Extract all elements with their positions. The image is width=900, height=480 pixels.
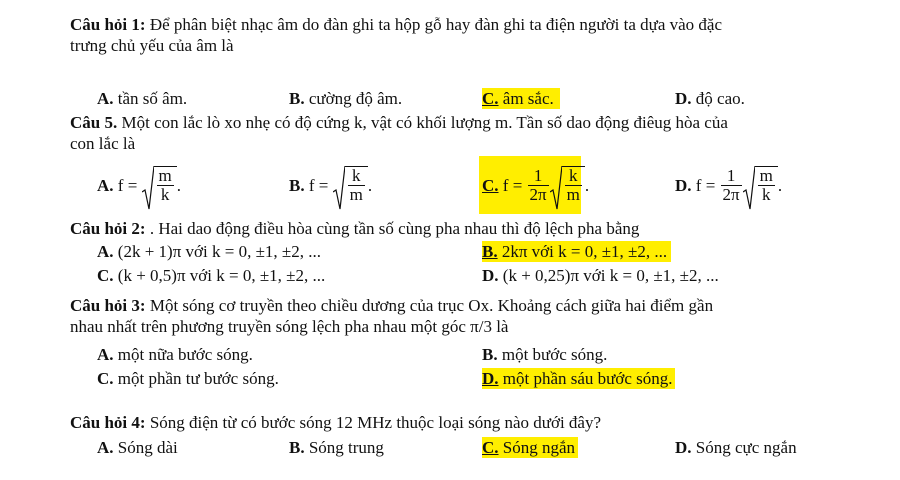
option-text: (2k + 1)π với k = 0, ±1, ±2, ...	[117, 242, 321, 261]
option-letter: B.	[289, 89, 305, 108]
fraction: $\frac{1}{2\pi}$	[722, 165, 740, 204]
option-letter: A.	[97, 345, 114, 364]
fraction: $\frac{m}{k}$	[759, 166, 773, 204]
option-text: một bước sóng.	[501, 345, 608, 364]
question-3-label: Câu hỏi 3:	[70, 296, 146, 315]
fraction: $\frac{m}{k}$	[158, 166, 172, 204]
fraction: $\frac{k}{m}$	[349, 166, 363, 204]
sqrt-symbol	[550, 166, 585, 204]
q5-option-d[interactable]: D. f = $\frac{1}{2\pi}$ $\frac{m}{k}$ .	[675, 158, 782, 212]
question-3-text-cont: nhau nhất trên phương truyền sóng lệch pha nhau một góc π/3 là	[70, 317, 509, 336]
question-2-label: Câu hỏi 2:	[70, 219, 146, 238]
q5-option-a[interactable]: A. f = $\frac{m}{k}$ .	[97, 158, 181, 212]
q4-option-c-highlighted[interactable]	[482, 437, 578, 458]
question-4-label: Câu hỏi 4:	[70, 413, 146, 432]
q4-option-a[interactable]	[97, 437, 178, 458]
option-text: Sóng trung	[308, 438, 384, 457]
option-letter: D.	[482, 369, 499, 388]
question-1	[70, 14, 866, 56]
option-text: cường độ âm.	[308, 89, 403, 108]
q1-option-c-highlighted[interactable]	[482, 88, 560, 109]
sqrt-symbol	[743, 166, 778, 204]
option-text: (k + 0,5)π với k = 0, ±1, ±2, ...	[117, 266, 326, 285]
q3-option-b[interactable]	[482, 344, 607, 365]
option-letter: B.	[482, 345, 498, 364]
option-text: độ cao.	[695, 89, 745, 108]
option-letter: A.	[97, 242, 114, 261]
option-letter: A.	[97, 175, 114, 195]
formula-prefix: f =	[695, 175, 716, 195]
option-letter: A.	[97, 438, 114, 457]
fraction: $\frac{1}{2\pi}$	[529, 165, 547, 204]
question-5	[70, 112, 866, 154]
question-1-label: Câu hỏi 1:	[70, 15, 146, 34]
option-text: Sóng ngắn	[502, 438, 576, 457]
option-letter: C.	[482, 175, 499, 195]
option-letter: D.	[482, 266, 499, 285]
question-1-text-cont: trưng chủ yếu của âm là	[70, 36, 234, 55]
q2-option-d[interactable]	[482, 265, 719, 286]
q1-option-a[interactable]	[97, 88, 187, 109]
option-text: 2kπ với k = 0, ±1, ±2, ...	[501, 242, 668, 261]
q3-option-a[interactable]	[97, 344, 253, 365]
question-1-text: Để phân biệt nhạc âm do đàn ghi ta hộp gỗ hay đàn ghi ta điện người ta dựa vào đặc	[149, 15, 723, 34]
option-text: Sóng dài	[117, 438, 178, 457]
option-letter: D.	[675, 175, 692, 195]
question-3-text: Một sóng cơ truyền theo chiều dương của trục Ox. Khoảng cách giữa hai điểm gần	[149, 296, 714, 315]
option-text: (k + 0,25)π với k = 0, ±1, ±2, ...	[502, 266, 719, 285]
option-text: tần số âm.	[117, 89, 188, 108]
q5-option-c-highlighted[interactable]: C. f = $\frac{1}{2\pi}$ $\frac{k}{m}$ .	[482, 158, 589, 212]
q4-option-d[interactable]	[675, 437, 797, 458]
sqrt-symbol	[142, 166, 177, 204]
q2-option-a[interactable]	[97, 241, 321, 262]
q3-option-c[interactable]	[97, 368, 279, 389]
q1-option-d[interactable]	[675, 88, 745, 109]
option-letter: C.	[97, 266, 114, 285]
option-letter: B.	[289, 438, 305, 457]
q2-option-b-highlighted[interactable]	[482, 241, 671, 262]
option-letter: C.	[482, 89, 499, 108]
question-5-label: Câu 5.	[70, 113, 118, 132]
option-text: một nữa bước sóng.	[117, 345, 253, 364]
option-letter: B.	[482, 242, 498, 261]
formula-prefix: f =	[117, 175, 138, 195]
option-letter: D.	[675, 438, 692, 457]
question-5-text-cont: con lắc là	[70, 134, 136, 153]
question-3	[70, 295, 866, 337]
sqrt-symbol	[333, 166, 368, 204]
question-4-text: Sóng điện từ có bước sóng 12 MHz thuộc loại sóng nào dưới đây?	[149, 413, 602, 432]
option-letter: A.	[97, 89, 114, 108]
q5-option-b[interactable]: B. f = $\frac{k}{m}$ .	[289, 158, 372, 212]
option-text: Sóng cực ngắn	[695, 438, 797, 457]
option-letter: B.	[289, 175, 305, 195]
option-letter: C.	[482, 438, 499, 457]
question-4	[70, 412, 866, 433]
q1-option-b[interactable]	[289, 88, 402, 109]
question-2	[70, 218, 866, 239]
option-text: một phần tư bước sóng.	[117, 369, 279, 388]
formula-prefix: f =	[308, 175, 329, 195]
option-text: âm sắc.	[502, 89, 554, 108]
question-5-text: Một con lắc lò xo nhẹ có độ cứng k, vật có khối lượng m. Tần số dao động điêug hòa của	[121, 113, 728, 132]
option-letter: C.	[97, 369, 114, 388]
q2-option-c[interactable]	[97, 265, 325, 286]
question-2-text: . Hai dao động điều hòa cùng tần số cùng pha nhau thì độ lệch pha bằng	[149, 219, 640, 238]
option-text: một phần sáu bước sóng.	[502, 369, 673, 388]
option-letter: D.	[675, 89, 692, 108]
formula-prefix: f =	[502, 175, 523, 195]
q3-option-d-highlighted[interactable]	[482, 368, 675, 389]
q4-option-b[interactable]	[289, 437, 384, 458]
fraction: $\frac{k}{m}$	[566, 166, 580, 204]
